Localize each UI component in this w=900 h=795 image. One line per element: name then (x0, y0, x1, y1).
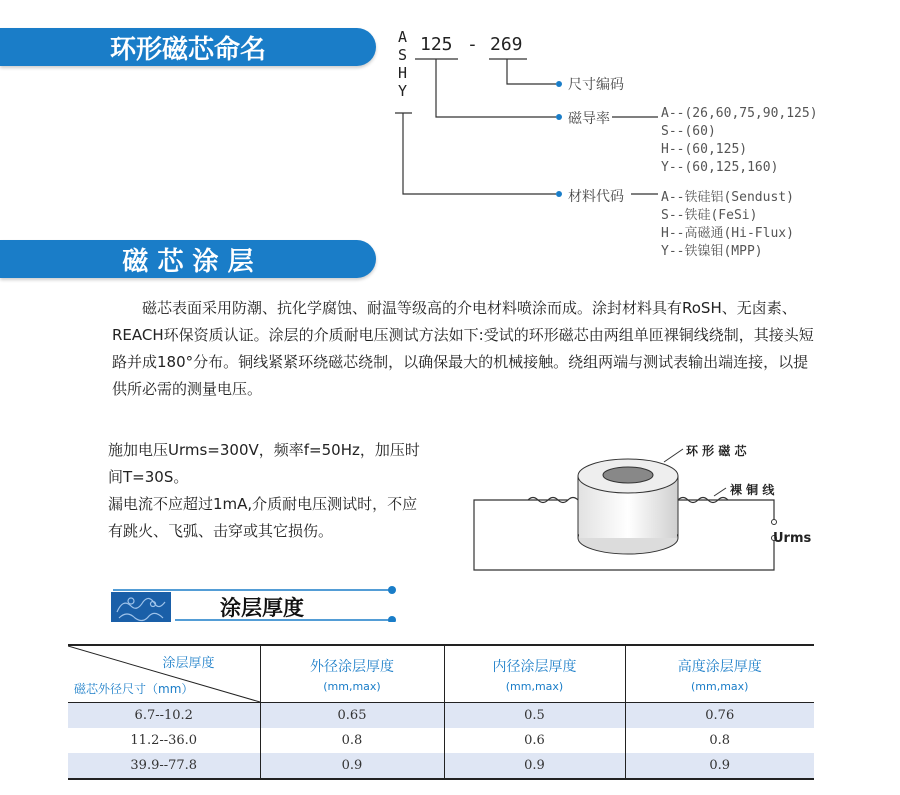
code-size: 269 (490, 34, 523, 55)
table-row (68, 728, 814, 753)
material-option: S--铁硅(FeSi) (661, 208, 758, 223)
letter-a: A (398, 28, 408, 46)
letter-y: Y (398, 82, 408, 100)
row-size: 39.9--77.8 (68, 753, 260, 779)
perm-option: A--(26,60,75,90,125) (661, 106, 818, 121)
coating-title: 磁 芯 涂 层 (122, 246, 254, 277)
wire-label: 裸 铜 线 (730, 483, 775, 497)
thickness-title: 涂层厚度 (220, 596, 304, 620)
row-height: 0.9 (709, 758, 731, 773)
core-label: 环 形 磁 芯 (686, 444, 747, 458)
header-height-name: 高度涂层厚度 (677, 658, 762, 675)
header-outer-unit: (mm,max) (323, 679, 381, 693)
header-inner (444, 645, 625, 703)
header-corner-top: 涂层厚度 (162, 656, 215, 671)
test-diagram (468, 432, 798, 577)
voltage-label: Urms (773, 531, 812, 546)
permeability-label: 磁导率 (568, 111, 610, 127)
row-outer: 0.9 (260, 753, 444, 779)
perm-option: H--(60,125) (661, 142, 748, 157)
material-code-label: 材料代码 (568, 189, 624, 205)
row-size: 11.2--36.0 (68, 728, 260, 753)
code-permeability: 125 (420, 34, 453, 55)
table-row (68, 703, 814, 729)
terminal-top (772, 520, 777, 525)
material-option: Y--铁镍钼(MPP) (661, 244, 763, 259)
header-inner-name: 内径涂层厚度 (492, 658, 577, 675)
material-option: A--铁硅铝(Sendust) (661, 190, 794, 205)
test-requirements: 漏电流不应超过1mA,介质耐电压测试时，不应有跳火、飞弧、击穿或其它损伤。 (108, 495, 418, 540)
header-height (625, 645, 814, 703)
header-corner-cell (68, 645, 260, 703)
coating-description: 磁芯表面采用防潮、抗化学腐蚀、耐温等级高的介电材料喷涂而成。涂封材料具有RoSH、无卤素、REACH环保资质认证。涂层的介质耐电压测试方法如下:受试的环形磁芯由两组单匝裸铜线绕制，其接头短路并成180°分布。铜线紧紧环绕磁芯绕制，以确保最大的机械接触。绕组两端与测试表输出端连接，以提供所必需的测量电压。 (112, 299, 814, 398)
material-option: H--高磁通(Hi-Flux) (661, 226, 794, 241)
test-conditions: 施加电压Urms=300V，频率f=50Hz，加压时间T=30S。 (108, 441, 420, 486)
header-corner-bottom: 磁芯外径尺寸（mm） (74, 682, 194, 696)
row-outer: 0.8 (260, 728, 444, 753)
naming-title: 环形磁芯命名 (109, 34, 266, 65)
code-dash: - (467, 34, 478, 55)
header-height-unit: (mm,max) (691, 679, 749, 693)
row-height: 0.76 (705, 708, 735, 723)
naming-connector-lines (0, 0, 900, 260)
row-height: 0.8 (709, 733, 731, 748)
row-inner: 0.5 (444, 703, 625, 729)
row-inner: 0.9 (444, 753, 625, 779)
core-hole (603, 467, 653, 483)
coating-banner (0, 240, 376, 278)
letter-s: S (398, 46, 408, 64)
header-outer (260, 645, 444, 703)
row-outer: 0.65 (260, 703, 444, 729)
size-code-label: 尺寸编码 (568, 77, 624, 93)
perm-option: Y--(60,125,160) (661, 160, 779, 175)
row-size: 6.7--10.2 (68, 703, 260, 729)
table-row (68, 753, 814, 779)
row-inner: 0.6 (444, 728, 625, 753)
perm-option: S--(60) (661, 124, 716, 139)
thickness-table (68, 644, 814, 780)
table-header-row (68, 645, 814, 703)
header-outer-name: 外径涂层厚度 (310, 658, 394, 675)
letter-h: H (398, 64, 408, 82)
header-inner-unit: (mm,max) (505, 679, 564, 693)
